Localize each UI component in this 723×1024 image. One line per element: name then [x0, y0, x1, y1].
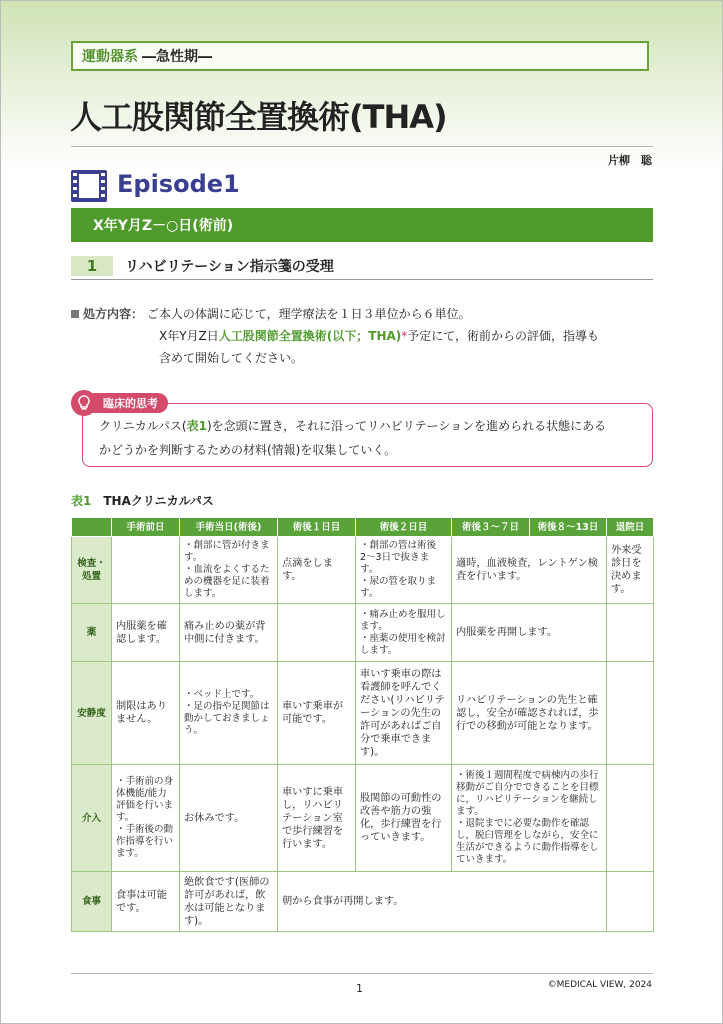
episode-date: X年Y月Z－○日(術前) [93, 218, 234, 234]
prescription-block [71, 303, 661, 369]
episode-label: Episode1 [117, 170, 240, 198]
column-header: 術後２日目 [356, 518, 452, 537]
category-main: 運動器系 [82, 49, 138, 65]
table-cell: ・創部に管が付きます。 ・血流をよくするための機器を足に装着します。 [180, 537, 278, 604]
table-header-row [72, 518, 654, 537]
row-header: 食事 [72, 872, 112, 932]
section-title: リハビリテーション指示箋の受理 [125, 259, 334, 275]
column-header: 手術当日(術後) [180, 518, 278, 537]
copyright: ©MEDICAL VIEW, 2024 [547, 980, 652, 990]
page-number: 1 [356, 982, 363, 995]
page-title: 人工股関節全置換術(THA) [70, 98, 447, 136]
table-cell: 痛み止めの薬が背中側に付きます。 [180, 604, 278, 662]
row-header: 安静度 [72, 662, 112, 765]
table-cell [607, 872, 654, 932]
prescription-label: 処方内容： [83, 307, 144, 321]
author-name: 片柳 聡 [608, 154, 652, 167]
prescription-line3: 含めて開始してください。 [159, 351, 304, 365]
table-cell [607, 765, 654, 872]
prescription-line1: ご本人の体調に応じて，理学療法を１日３単位から６単位。 [146, 307, 471, 321]
table-reference: 表1 [186, 419, 207, 433]
table-cell: 股関節の可動性の改善や筋力の強化，歩行練習を行っていきます。 [356, 765, 452, 872]
table-cell: 朝から食事が再開します。 [278, 872, 607, 932]
table-cell [112, 537, 180, 604]
column-header: 退院日 [607, 518, 654, 537]
column-header [72, 518, 112, 537]
table-row [72, 872, 654, 932]
table-cell: 内服薬を確認します。 [112, 604, 180, 662]
category-sub: ―急性期― [142, 49, 212, 65]
table-cell: 適時，血液検査，レントゲン検査を行います。 [452, 537, 607, 604]
footer-divider [71, 973, 653, 974]
thinking-text-post: )を念頭に置き，それに沿ってリハビリテーションを進められる状態にある [206, 419, 607, 433]
category-box [71, 41, 649, 71]
table-row [72, 537, 654, 604]
row-header: 介入 [72, 765, 112, 872]
table-cell: 点滴をします。 [278, 537, 356, 604]
prescription-line2-rest: 予定にて，術前からの評価，指導も [407, 329, 600, 343]
table-cell: 制限はありません。 [112, 662, 180, 765]
clinical-thinking-label: 臨床的思考 [93, 393, 168, 413]
episode-date-bar [71, 208, 653, 242]
table-row [72, 765, 654, 872]
square-bullet-icon [71, 310, 79, 318]
table-cell: ・ベッド上です。 ・足の指や足関節は動かしておきましょう。 [180, 662, 278, 765]
prescription-date: X年Y月Z日 [159, 329, 219, 343]
section-heading [71, 253, 653, 280]
table-cell: 食事は可能です。 [112, 872, 180, 932]
table-number: 表1 [71, 494, 92, 508]
column-header: 術後３〜７日 [452, 518, 530, 537]
column-header: 手術前日 [112, 518, 180, 537]
thinking-text-line2: かどうかを判断するための材料(情報)を収集していく。 [99, 443, 397, 457]
table-cell [607, 662, 654, 765]
table-cell: 内服薬を再開します。 [452, 604, 607, 662]
table-row [72, 604, 654, 662]
table-cell [278, 604, 356, 662]
title-divider [71, 146, 653, 147]
column-header: 術後８〜13日 [530, 518, 607, 537]
section-number: 1 [71, 256, 113, 276]
table-cell: リハビリテーションの先生と確認し，安全が確認されれば，歩行での移動が可能となります。 [452, 662, 607, 765]
footnote-star: * [401, 329, 408, 343]
table-cell: ・術後１週間程度で病棟内の歩行移動がご自分でできることを目標に，リハビリテーションを継続します。 ・退院までに必要な動作を確認し，脱臼管理をしながら，安全に生活ができるように動作指導をしていきます。 [452, 765, 607, 872]
clinical-thinking-tab [71, 390, 168, 416]
table-cell: 外来受診日を決めます。 [607, 537, 654, 604]
row-header: 検査・ 処置 [72, 537, 112, 604]
table-title: THAクリニカルパス [103, 494, 214, 508]
table-caption [71, 492, 214, 509]
film-strip-icon [71, 170, 107, 202]
table-row [72, 662, 654, 765]
column-header: 術後１日目 [278, 518, 356, 537]
table-cell [607, 604, 654, 662]
table-cell: 車いすに乗車し，リハビリテーション室で歩行練習を行います。 [278, 765, 356, 872]
table-cell: 車いす乗車の際は看護師を呼んでください(リハビリテーションの先生の許可があればご自分で乗車できます)。 [356, 662, 452, 765]
thinking-text-pre: クリニカルパス( [99, 419, 187, 433]
table-cell: ・痛み止めを服用します。 ・座薬の使用を検討します。 [356, 604, 452, 662]
table-cell: お休みです。 [180, 765, 278, 872]
table-cell: ・創部の管は術後2〜3日で抜きます。 ・尿の管を取ります。 [356, 537, 452, 604]
table-cell: 車いす乗車が可能です。 [278, 662, 356, 765]
prescription-term: 人工股関節全置換術(以下；THA) [218, 329, 402, 343]
clinical-path-table [71, 517, 654, 932]
row-header: 薬 [72, 604, 112, 662]
table-cell: ・手術前の身体機能/能力評価を行います。 ・手術後の動作指導を行います。 [112, 765, 180, 872]
table-cell: 絶飲食です(医師の許可があれば，飲水は可能となります)。 [180, 872, 278, 932]
